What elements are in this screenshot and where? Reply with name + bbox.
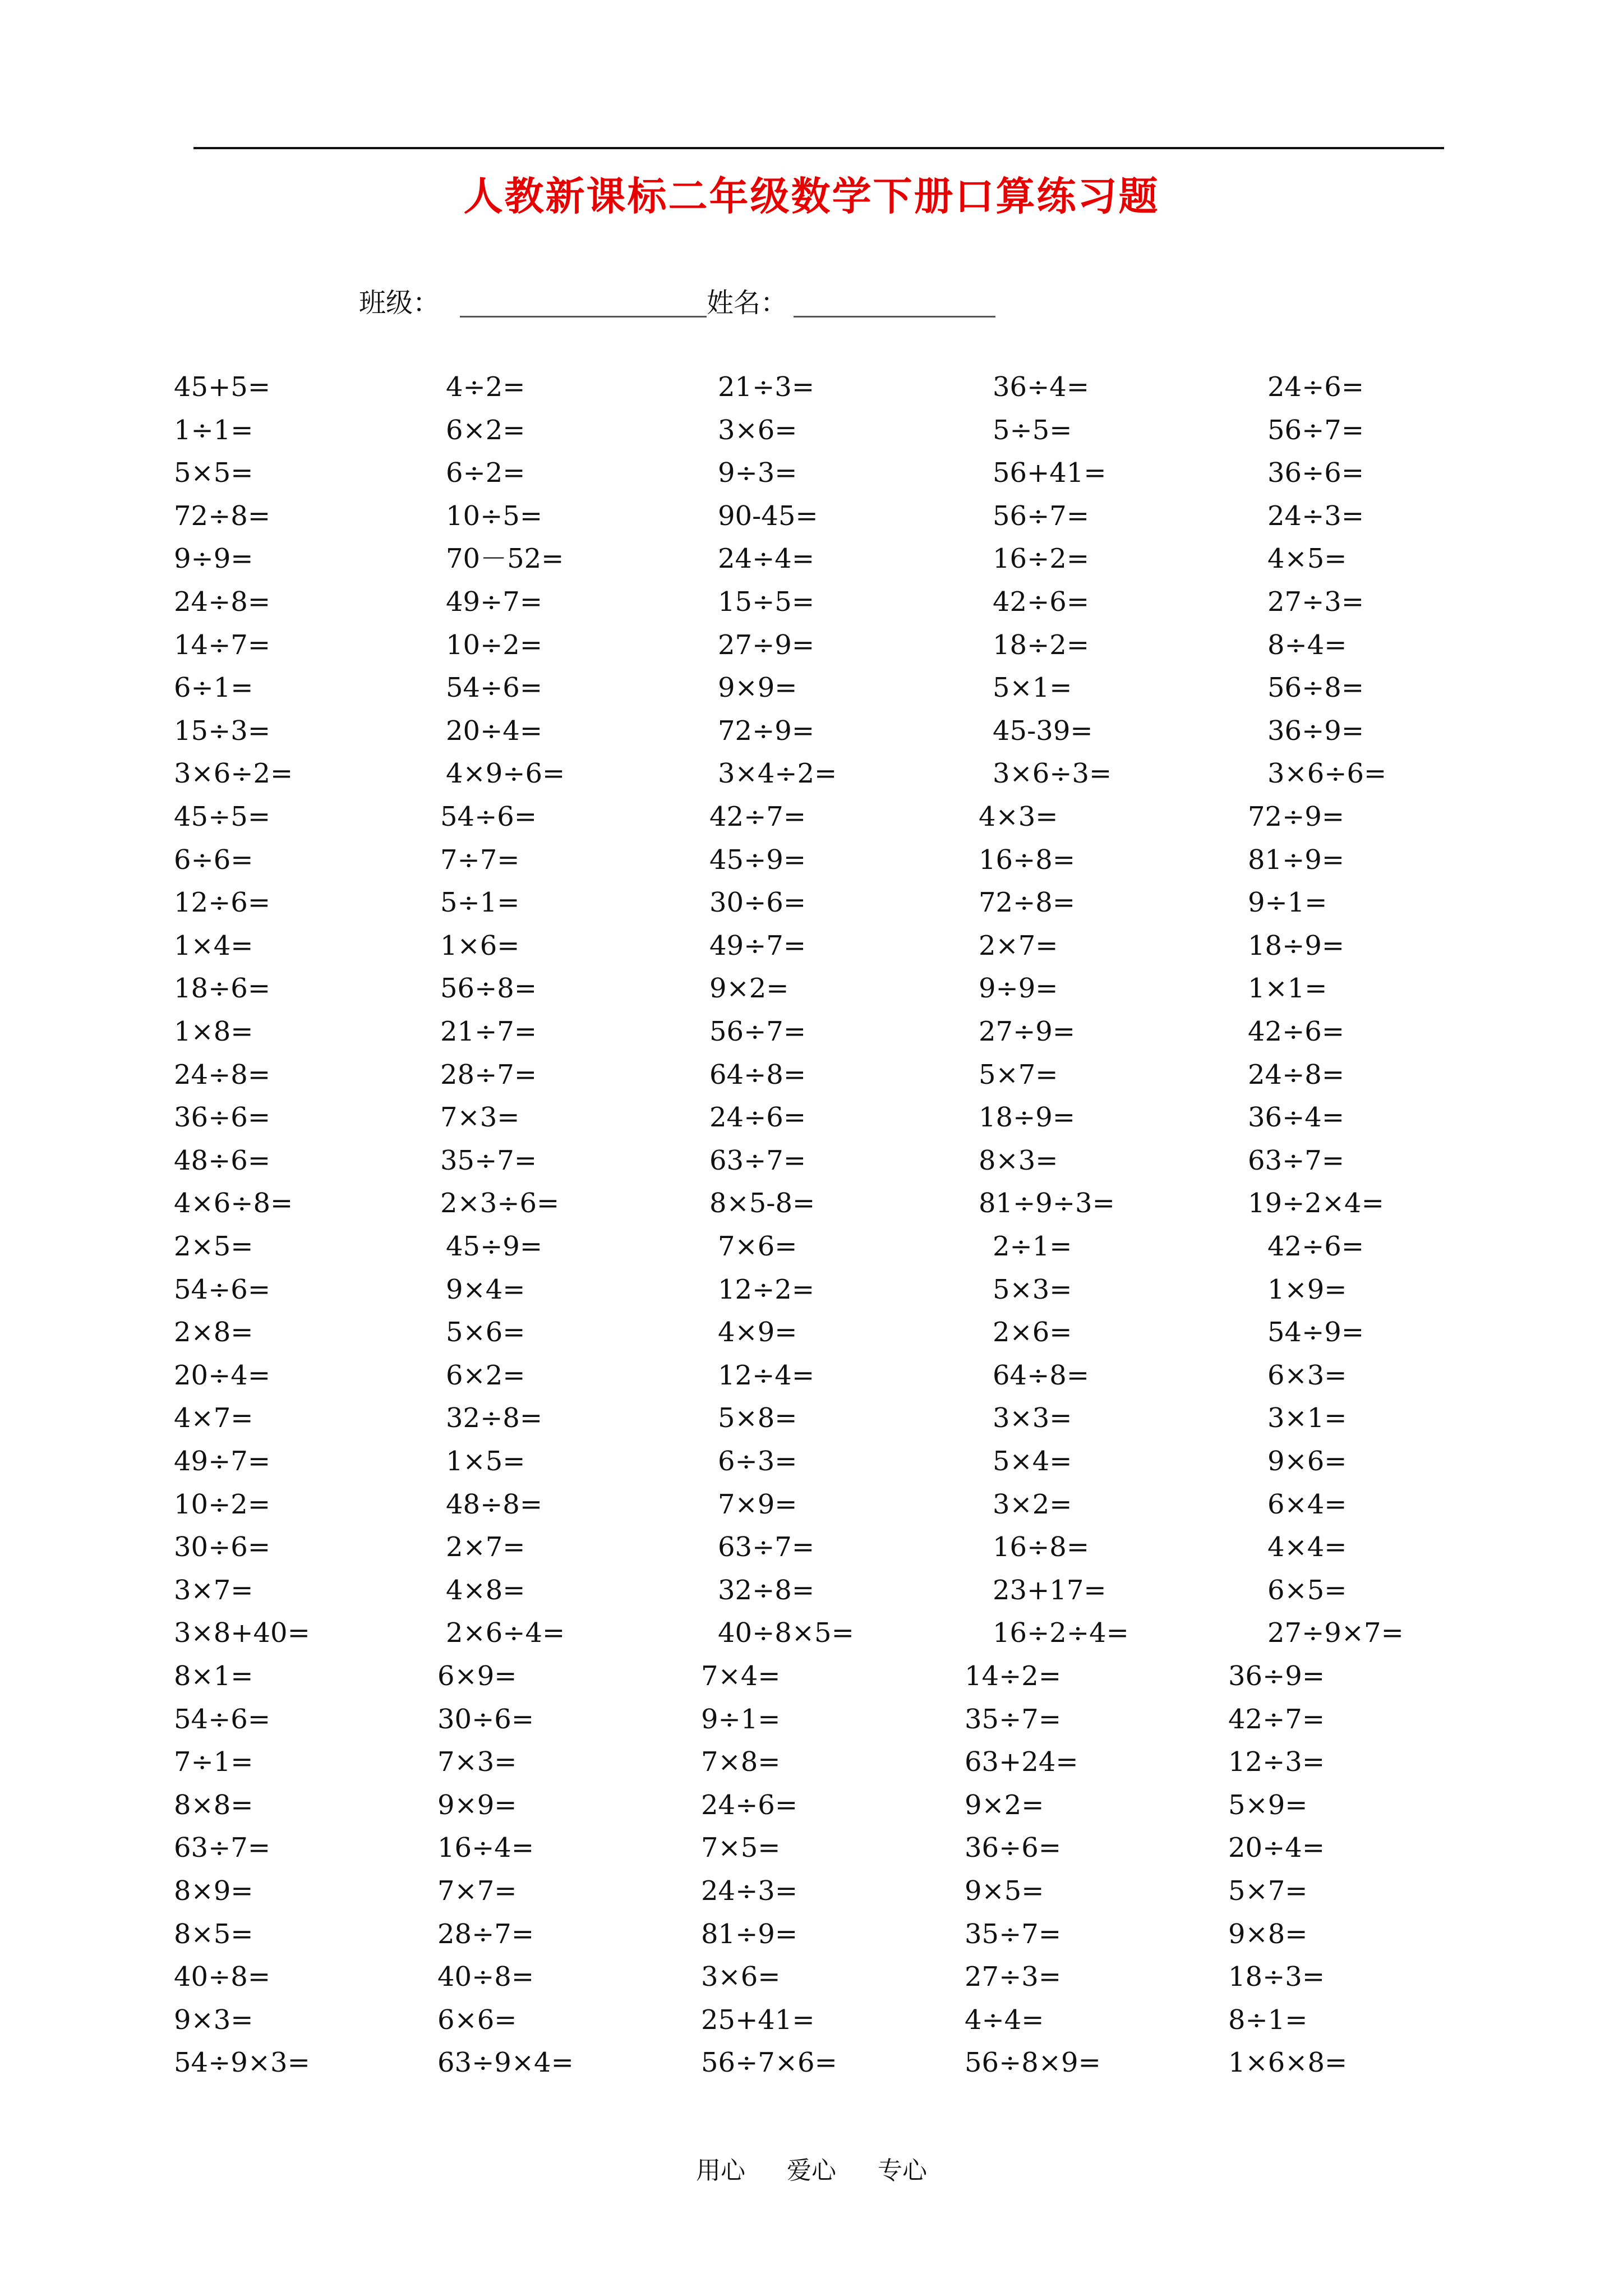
problem-item: 6×4= xyxy=(1267,1488,1347,1520)
problem-item: 63÷7= xyxy=(174,1832,271,1864)
problem-item: 7×4= xyxy=(701,1660,781,1692)
problem-item: 9×2= xyxy=(965,1789,1044,1821)
problem-item: 24÷6= xyxy=(709,1102,806,1134)
problem-item: 18÷6= xyxy=(174,973,271,1005)
problem-item: 5×9= xyxy=(1228,1789,1308,1821)
problem-item: 2×3÷6= xyxy=(440,1188,560,1220)
problem-item: 9×5= xyxy=(965,1875,1044,1907)
problem-item: 49÷7= xyxy=(174,1446,271,1477)
problem-item: 8×5= xyxy=(174,1918,253,1950)
problem-item: 9×4= xyxy=(446,1273,525,1305)
problem-item: 8×9= xyxy=(174,1875,253,1907)
problem-item: 3×6÷6= xyxy=(1267,758,1387,790)
problem-item: 30÷6= xyxy=(437,1703,534,1735)
problem-item: 23+17= xyxy=(993,1574,1106,1606)
problem-item: 49÷7= xyxy=(709,930,806,961)
problem-item: 32÷8= xyxy=(718,1574,815,1606)
problem-item: 56÷7= xyxy=(709,1016,806,1047)
page-title: 人教新课标二年级数学下册口算练习题 xyxy=(463,173,1160,219)
problem-item: 28÷7= xyxy=(440,1059,537,1091)
problem-item: 90-45= xyxy=(718,500,818,532)
problem-item: 45÷9= xyxy=(446,1231,543,1262)
problem-item: 6×6= xyxy=(437,2004,517,2036)
problem-item: 5×7= xyxy=(1228,1875,1308,1907)
problem-item: 54÷6= xyxy=(446,672,543,704)
problem-item: 6×5= xyxy=(1267,1574,1347,1606)
problem-item: 5÷5= xyxy=(993,414,1072,446)
problem-item: 42÷6= xyxy=(1248,1016,1345,1047)
problem-item: 18÷3= xyxy=(1228,1961,1325,1993)
footer xyxy=(0,2154,1623,2188)
problem-item: 1÷1= xyxy=(174,414,253,446)
problem-item: 72÷8= xyxy=(979,887,1076,919)
problem-item: 15÷5= xyxy=(718,586,815,618)
problem-item: 2×7= xyxy=(446,1531,525,1563)
problem-item: 49÷7= xyxy=(446,586,543,618)
problem-item: 36÷9= xyxy=(1267,715,1364,747)
problem-item: 10÷5= xyxy=(446,500,543,532)
problem-item: 2×6÷4= xyxy=(446,1617,565,1649)
problem-item: 5÷1= xyxy=(440,887,520,919)
problem-item: 16÷2= xyxy=(993,543,1090,575)
problem-item: 36÷6= xyxy=(965,1832,1062,1864)
problem-item: 28÷7= xyxy=(437,1918,534,1950)
problem-item: 2×6= xyxy=(993,1317,1072,1349)
problem-item: 4×5= xyxy=(1267,543,1347,575)
problem-item: 9×6= xyxy=(1267,1446,1347,1477)
problem-item: 6÷6= xyxy=(174,844,253,876)
problem-item: 8÷1= xyxy=(1228,2004,1308,2036)
problem-item: 63÷7= xyxy=(709,1144,806,1176)
problem-item: 64÷8= xyxy=(709,1059,806,1091)
problem-item: 4×4= xyxy=(1267,1531,1347,1563)
problem-item: 4÷4= xyxy=(965,2004,1044,2036)
problem-item: 9×8= xyxy=(1228,1918,1308,1950)
problem-item: 36÷4= xyxy=(993,371,1090,403)
problem-item: 5×7= xyxy=(979,1059,1058,1091)
problem-item: 20÷4= xyxy=(446,715,543,747)
problem-item: 35÷7= xyxy=(965,1703,1062,1735)
problem-item: 27÷9×7= xyxy=(1267,1617,1404,1649)
problem-item: 18÷9= xyxy=(1248,930,1345,961)
problem-item: 8×1= xyxy=(174,1660,253,1692)
problem-item: 10÷2= xyxy=(446,629,543,661)
problem-item: 3×6= xyxy=(701,1961,781,1993)
problem-item: 6÷3= xyxy=(718,1446,797,1477)
problem-item: 56÷7= xyxy=(1267,414,1364,446)
problem-item: 14÷2= xyxy=(965,1660,1062,1692)
problem-item: 7×5= xyxy=(701,1832,781,1864)
problem-item: 5×4= xyxy=(993,1446,1072,1477)
problem-item: 70－52= xyxy=(446,543,564,575)
problem-item: 4×3= xyxy=(979,801,1058,832)
problem-item: 12÷2= xyxy=(718,1273,815,1305)
problem-item: 24÷8= xyxy=(174,586,271,618)
problem-item: 9÷3= xyxy=(718,457,797,489)
problem-item: 10÷2= xyxy=(174,1488,271,1520)
problem-item: 1×8= xyxy=(174,1016,253,1047)
problem-item: 6÷2= xyxy=(446,457,525,489)
problem-item: 6÷1= xyxy=(174,672,253,704)
name-label: 姓名： xyxy=(707,287,788,319)
problem-item: 12÷4= xyxy=(718,1359,815,1391)
problem-item: 6×2= xyxy=(446,1359,525,1391)
problem-item: 20÷4= xyxy=(1228,1832,1325,1864)
problem-item: 9×2= xyxy=(709,973,789,1005)
problem-item: 7÷1= xyxy=(174,1746,253,1778)
problem-item: 48÷8= xyxy=(446,1488,543,1520)
problem-item: 5×1= xyxy=(993,672,1072,704)
problem-item: 36÷6= xyxy=(1267,457,1364,489)
problem-item: 81÷9÷3= xyxy=(979,1188,1115,1220)
problem-item: 9÷9= xyxy=(979,973,1058,1005)
problem-item: 2×7= xyxy=(979,930,1058,961)
problem-item: 32÷8= xyxy=(446,1402,543,1434)
problem-item: 81÷9= xyxy=(701,1918,798,1950)
problem-item: 56÷7= xyxy=(993,500,1090,532)
problem-item: 7×9= xyxy=(718,1488,797,1520)
problem-item: 56+41= xyxy=(993,457,1106,489)
problem-item: 12÷3= xyxy=(1228,1746,1325,1778)
problem-item: 45+5= xyxy=(174,371,271,403)
problem-item: 5×8= xyxy=(718,1402,797,1434)
problem-item: 15÷3= xyxy=(174,715,271,747)
problem-item: 40÷8×5= xyxy=(718,1617,854,1649)
problem-item: 36÷6= xyxy=(174,1102,271,1134)
problem-item: 1×1= xyxy=(1248,973,1327,1005)
problem-item: 8×8= xyxy=(174,1789,253,1821)
problem-item: 4×8= xyxy=(446,1574,525,1606)
problem-item: 7×7= xyxy=(437,1875,517,1907)
problem-item: 54÷6= xyxy=(174,1273,271,1305)
problem-item: 4÷2= xyxy=(446,371,525,403)
problem-item: 9÷1= xyxy=(1248,887,1327,919)
problem-item: 7×3= xyxy=(437,1746,517,1778)
problem-item: 2÷1= xyxy=(993,1231,1072,1262)
problem-item: 40÷8= xyxy=(174,1961,271,1993)
problem-item: 24÷8= xyxy=(1248,1059,1345,1091)
problem-item: 3×1= xyxy=(1267,1402,1347,1434)
problem-item: 3×4÷2= xyxy=(718,758,837,790)
problem-item: 81÷9= xyxy=(1248,844,1345,876)
problem-item: 21÷7= xyxy=(440,1016,537,1047)
problem-item: 30÷6= xyxy=(174,1531,271,1563)
problem-item: 8×3= xyxy=(979,1144,1058,1176)
footer-item: 爱心 xyxy=(787,2156,836,2185)
problem-item: 16÷4= xyxy=(437,1832,534,1864)
problem-item: 54÷6= xyxy=(174,1703,271,1735)
problem-item: 6×2= xyxy=(446,414,525,446)
problem-item: 64÷8= xyxy=(993,1359,1090,1391)
problem-item: 27÷3= xyxy=(965,1961,1062,1993)
problem-item: 54÷6= xyxy=(440,801,537,832)
problem-item: 36÷4= xyxy=(1248,1102,1345,1134)
problem-item: 7×3= xyxy=(440,1102,520,1134)
problem-item: 63÷7= xyxy=(1248,1144,1345,1176)
problem-item: 24÷6= xyxy=(701,1789,798,1821)
problem-item: 56÷7×6= xyxy=(701,2047,837,2079)
problem-item: 27÷3= xyxy=(1267,586,1364,618)
problem-item: 7×6= xyxy=(718,1231,797,1262)
problem-item: 20÷4= xyxy=(174,1359,271,1391)
problem-item: 4×6÷8= xyxy=(174,1188,293,1220)
problem-item: 18÷2= xyxy=(993,629,1090,661)
problem-item: 54÷9= xyxy=(1267,1317,1364,1349)
problem-item: 3×3= xyxy=(993,1402,1072,1434)
problem-item: 5×6= xyxy=(446,1317,525,1349)
problem-item: 4×7= xyxy=(174,1402,253,1434)
problem-item: 7×8= xyxy=(701,1746,781,1778)
problem-item: 3×8+40= xyxy=(174,1617,310,1649)
problem-item: 56÷8×9= xyxy=(965,2047,1101,2079)
problem-item: 2×5= xyxy=(174,1231,253,1262)
problem-item: 48÷6= xyxy=(174,1144,271,1176)
problem-item: 63+24= xyxy=(965,1746,1078,1778)
problem-item: 4×9= xyxy=(718,1317,797,1349)
problem-item: 24÷4= xyxy=(718,543,815,575)
problem-item: 40÷8= xyxy=(437,1961,534,1993)
class-label: 班级： xyxy=(359,287,440,319)
problem-item: 16÷8= xyxy=(979,844,1076,876)
problem-item: 24÷3= xyxy=(701,1875,798,1907)
problem-item: 1×6×8= xyxy=(1228,2047,1348,2079)
problem-item: 42÷6= xyxy=(1267,1231,1364,1262)
problem-item: 24÷8= xyxy=(174,1059,271,1091)
problem-item: 35÷7= xyxy=(440,1144,537,1176)
problem-item: 35÷7= xyxy=(965,1918,1062,1950)
problem-item: 16÷8= xyxy=(993,1531,1090,1563)
problem-item: 8×5-8= xyxy=(709,1188,815,1220)
footer-item: 用心 xyxy=(696,2156,745,2185)
problem-item: 45÷5= xyxy=(174,801,271,832)
problem-item: 19÷2×4= xyxy=(1248,1188,1384,1220)
problem-item: 3×6÷3= xyxy=(993,758,1112,790)
problem-item: 9÷1= xyxy=(701,1703,781,1735)
problem-item: 6×9= xyxy=(437,1660,517,1692)
problem-item: 3×7= xyxy=(174,1574,253,1606)
problem-item: 63÷7= xyxy=(718,1531,815,1563)
problem-item: 6×3= xyxy=(1267,1359,1347,1391)
problem-item: 4×9÷6= xyxy=(446,758,565,790)
problem-item: 9×3= xyxy=(174,2004,253,2036)
problem-item: 5×3= xyxy=(993,1273,1072,1305)
problem-item: 42÷6= xyxy=(993,586,1090,618)
problem-item: 27÷9= xyxy=(979,1016,1076,1047)
problem-item: 1×4= xyxy=(174,930,253,961)
footer-item: 专心 xyxy=(878,2156,927,2185)
problem-item: 5×5= xyxy=(174,457,253,489)
problem-item: 30÷6= xyxy=(709,887,806,919)
problem-item: 56÷8= xyxy=(440,973,537,1005)
problem-item: 9÷9= xyxy=(174,543,253,575)
problem-item: 24÷6= xyxy=(1267,371,1364,403)
problem-item: 27÷9= xyxy=(718,629,815,661)
problem-item: 9×9= xyxy=(718,672,797,704)
problem-item: 1×6= xyxy=(440,930,520,961)
problem-item: 72÷9= xyxy=(718,715,815,747)
problem-item: 2×8= xyxy=(174,1317,253,1349)
problem-item: 21÷3= xyxy=(718,371,815,403)
problem-item: 3×6= xyxy=(718,414,797,446)
problem-item: 54÷9×3= xyxy=(174,2047,310,2079)
problem-item: 63÷9×4= xyxy=(437,2047,574,2079)
problem-item: 72÷9= xyxy=(1248,801,1345,832)
problem-item: 72÷8= xyxy=(174,500,271,532)
problem-item: 18÷9= xyxy=(979,1102,1076,1134)
problem-item: 14÷7= xyxy=(174,629,271,661)
problem-item: 24÷3= xyxy=(1267,500,1364,532)
problem-item: 25+41= xyxy=(701,2004,815,2036)
problem-item: 16÷2÷4= xyxy=(993,1617,1129,1649)
problem-item: 45÷9= xyxy=(709,844,806,876)
problem-item: 42÷7= xyxy=(709,801,806,832)
problem-item: 3×6÷2= xyxy=(174,758,293,790)
problem-item: 1×5= xyxy=(446,1446,525,1477)
problem-item: 3×2= xyxy=(993,1488,1072,1520)
problem-item: 12÷6= xyxy=(174,887,271,919)
problem-item: 42÷7= xyxy=(1228,1703,1325,1735)
problem-item: 56÷8= xyxy=(1267,672,1364,704)
problem-item: 36÷9= xyxy=(1228,1660,1325,1692)
problem-item: 45-39= xyxy=(993,715,1093,747)
problem-item: 7÷7= xyxy=(440,844,520,876)
problem-item: 1×9= xyxy=(1267,1273,1347,1305)
problem-item: 9×9= xyxy=(437,1789,517,1821)
problem-item: 8÷4= xyxy=(1267,629,1347,661)
